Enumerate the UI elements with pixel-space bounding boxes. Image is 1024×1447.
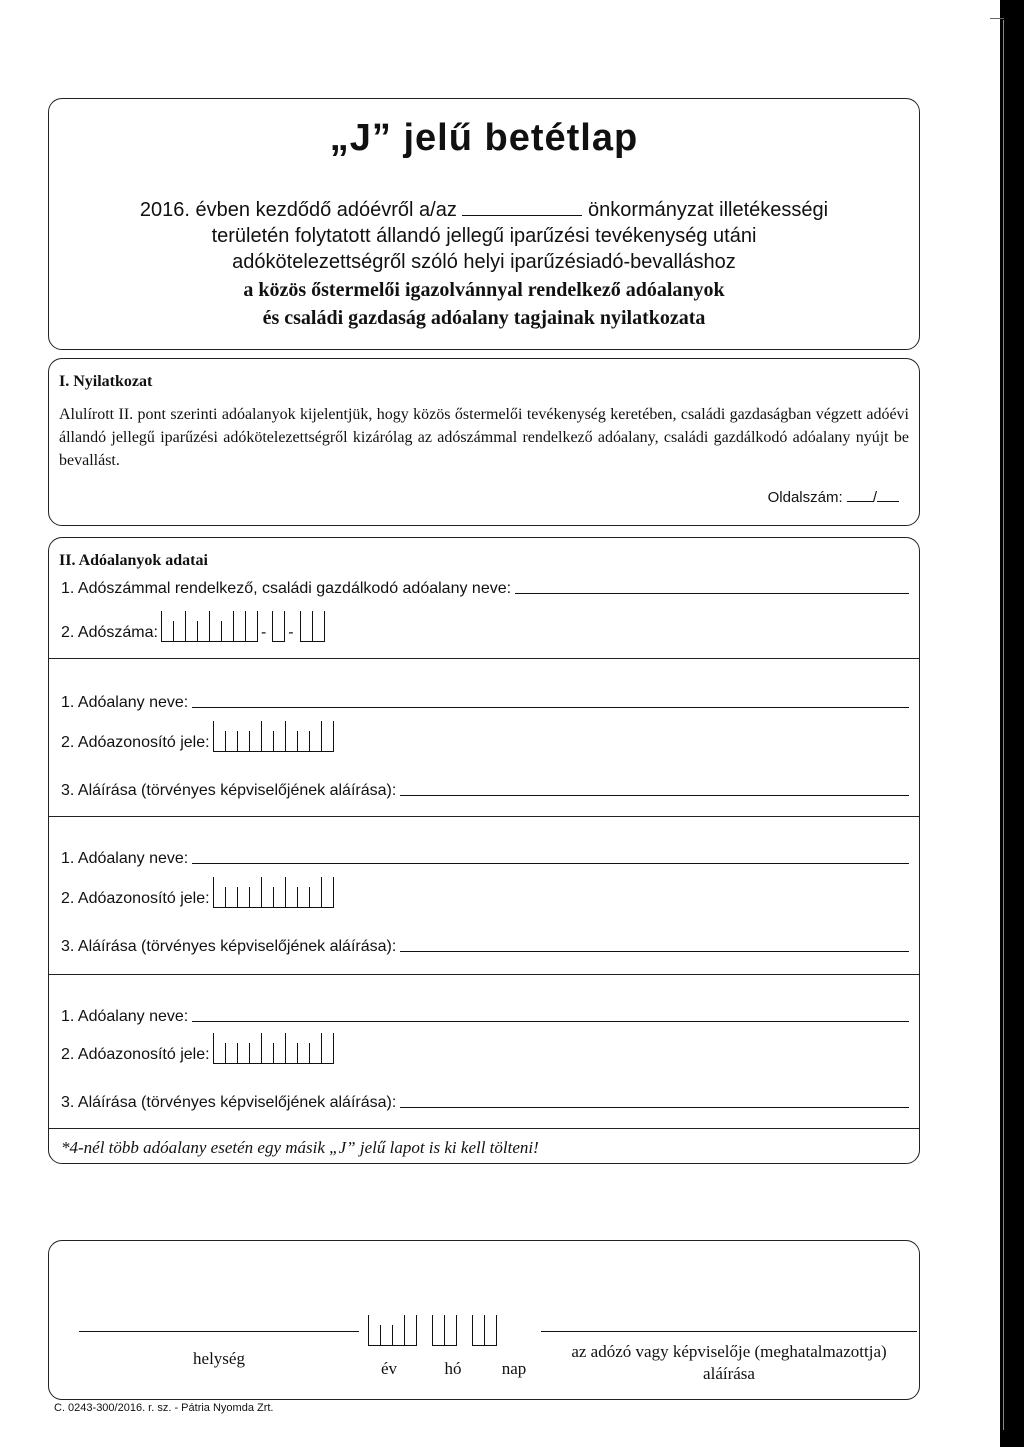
page-edge-tick <box>990 18 1004 19</box>
signature-label: az adózó vagy képviselője (meghatalmazottja) aláírása <box>571 1342 887 1383</box>
header-line-5: és családi gazdaság adóalany tagjainak nyilatkozata <box>262 307 706 329</box>
person-1-id-row: 2. Adóazonosító jele: <box>61 722 909 752</box>
month-cells[interactable] <box>432 1315 457 1346</box>
person-2-signature-row: 3. Aláírása (törvényes képviselőjének aláírása): <box>61 934 909 956</box>
divider <box>49 816 919 817</box>
divider <box>49 658 919 659</box>
main-taxpayer-name-field[interactable] <box>515 592 909 594</box>
tax-number-main-cells[interactable] <box>161 611 258 642</box>
tax-number-row: 2. Adószáma: - - <box>61 612 909 642</box>
declaration-text: Alulírott II. pont szerinti adóalanyok kijelentjük, hogy közös őstermelői tevékenység keretében, családi gazdaságban végzett adóévi állandó jellegű iparűzési adókötelezettségről kizárólag az adószámmal rendelkező adóalany, családi gazdálkodó adóalany nyújt be bevallást. <box>59 406 909 469</box>
person-2-name-row: 1. Adóalany neve: <box>61 846 909 868</box>
page-edge <box>1003 20 1004 1430</box>
date-fields <box>365 1315 497 1346</box>
person-1-signature-row: 3. Aláírása (törvényes képviselőjének aláírása): <box>61 778 909 800</box>
person-3-id-cells[interactable] <box>213 1033 334 1064</box>
header-line-4: a közös őstermelői igazolvánnyal rendelkező adóalanyok <box>243 279 725 301</box>
person-1-name-field[interactable] <box>192 706 909 708</box>
year-label: év <box>380 1359 398 1378</box>
printer-mark: C. 0243-300/2016. r. sz. - Pátria Nyomda Zrt. <box>54 1402 274 1414</box>
person-1-id-cells[interactable] <box>213 721 334 752</box>
person-2-name-field[interactable] <box>192 862 909 864</box>
header-box <box>48 98 920 350</box>
day-label: nap <box>501 1359 527 1378</box>
divider <box>49 1128 919 1129</box>
main-taxpayer-name-row: 1. Adószámmal rendelkező, családi gazdálkodó adóalany neve: <box>61 576 909 598</box>
tax-number-vat-cell[interactable] <box>272 611 285 642</box>
month-label: hó <box>444 1359 462 1378</box>
place-field[interactable] <box>79 1331 359 1332</box>
person-3-signature-field[interactable] <box>400 1106 909 1108</box>
tax-number-county-cells[interactable] <box>300 611 325 642</box>
taxpayers-title: II. Adóalanyok adatai <box>59 552 208 569</box>
declaration-box <box>48 358 920 526</box>
signature-field[interactable] <box>541 1331 917 1332</box>
day-cells[interactable] <box>472 1315 497 1346</box>
person-3-signature-row: 3. Aláírása (törvényes képviselőjének aláírása): <box>61 1090 909 1112</box>
year-cells[interactable] <box>368 1315 417 1346</box>
municipality-field[interactable] <box>462 215 582 216</box>
person-2-signature-field[interactable] <box>400 950 909 952</box>
page-title: „J” jelű betétlap <box>329 117 639 159</box>
page-total-field[interactable] <box>877 501 899 502</box>
person-2-id-cells[interactable] <box>213 877 334 908</box>
person-3-name-field[interactable] <box>192 1020 909 1022</box>
person-1-name-row: 1. Adóalany neve: <box>61 690 909 712</box>
header-line-1: 2016. évben kezdődő adóévről a/az önkormányzat illetékességi <box>139 199 829 221</box>
person-1-signature-field[interactable] <box>400 794 909 796</box>
divider <box>49 974 919 975</box>
header-line-2: területén folytatott állandó jellegű iparűzési tevékenység utáni <box>211 225 757 247</box>
signature-box <box>48 1240 920 1400</box>
declaration-title: I. Nyilatkozat <box>59 373 153 390</box>
page-number-field: Oldalszám: / <box>768 489 899 506</box>
place-label: helység <box>193 1349 245 1368</box>
page-current-field[interactable] <box>847 501 873 502</box>
person-2-id-row: 2. Adóazonosító jele: <box>61 878 909 908</box>
header-line-3: adókötelezettségről szóló helyi iparűzésiadó-bevalláshoz <box>232 251 736 273</box>
person-3-id-row: 2. Adóazonosító jele: <box>61 1034 909 1064</box>
person-3-name-row: 1. Adóalany neve: <box>61 1004 909 1026</box>
taxpayers-box <box>48 537 920 1164</box>
footnote: *4-nél több adóalany esetén egy másik „J” jelű lapot is ki kell tölteni! <box>61 1138 539 1157</box>
